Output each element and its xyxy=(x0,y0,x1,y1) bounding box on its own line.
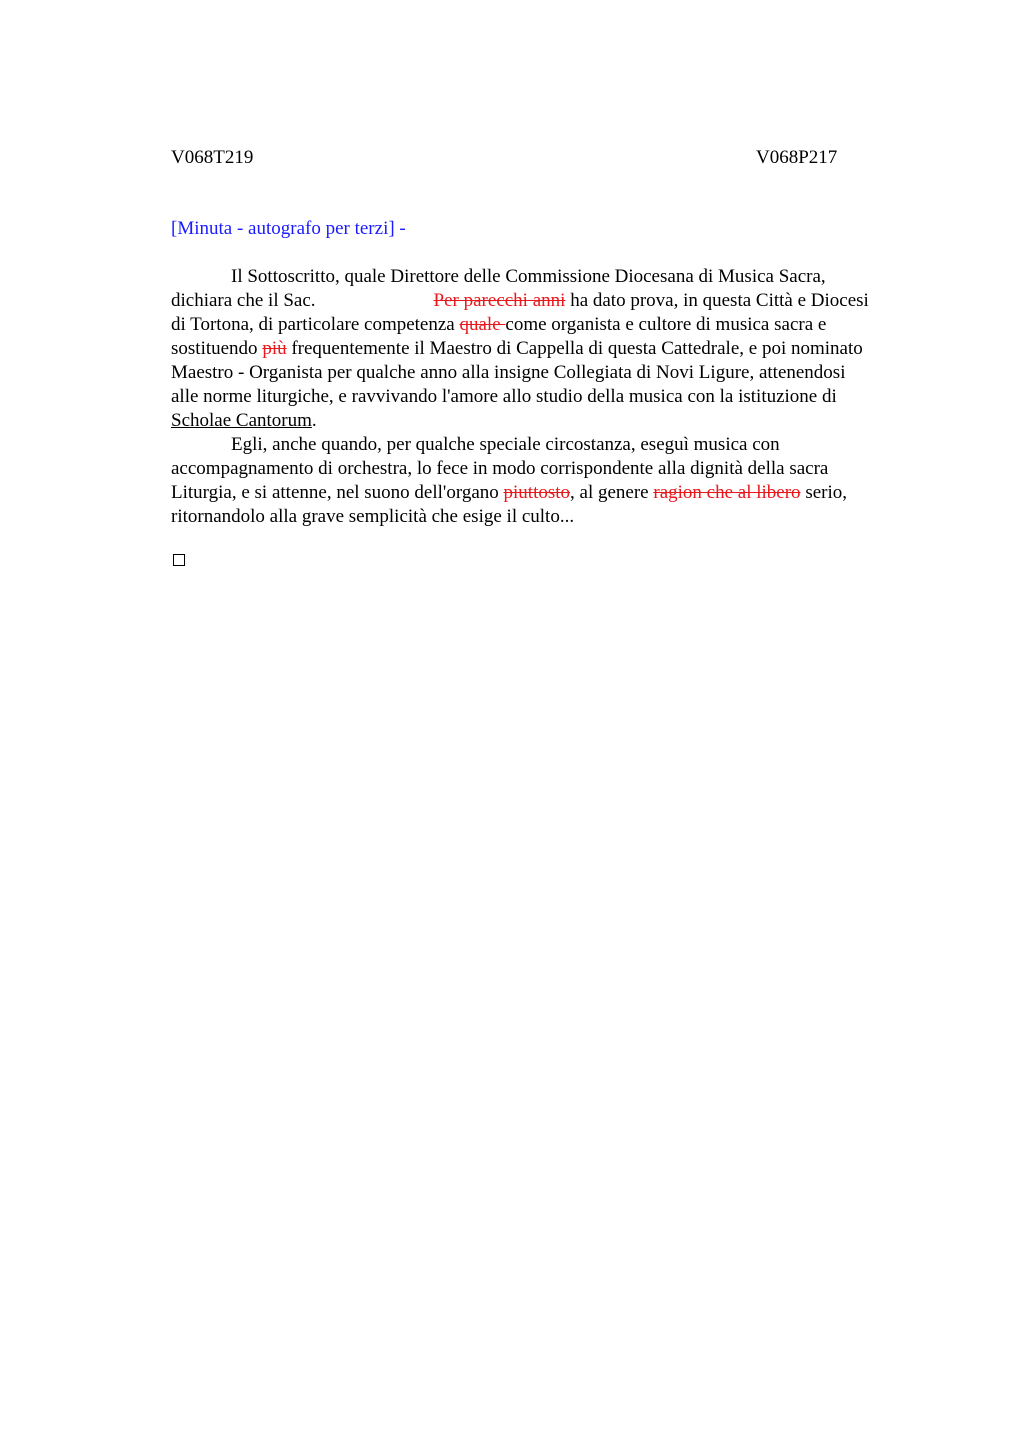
paragraph-2-line-4: ritornandolo alla grave semplicità che esige il culto... xyxy=(171,506,575,527)
paragraph-2-line-1: Egli, anche quando, per qualche speciale circostanza, eseguì musica con xyxy=(231,434,780,455)
deleted-text: quale xyxy=(459,314,506,335)
deleted-text: ragion che al libero xyxy=(653,482,801,503)
text-segment: . xyxy=(311,410,317,431)
underlined-text: Scholae Cantorum xyxy=(171,410,312,431)
paragraph-1-line-4 xyxy=(171,337,926,361)
paragraph-2-line-2: accompagnamento di orchestra, lo fece in modo corrispondente alla dignità della sacra xyxy=(171,458,829,479)
paragraph-1-line-5: Maestro - Organista per qualche anno alla insigne Collegiata di Novi Ligure, attenendosi xyxy=(171,362,846,383)
paragraph-1-line-7 xyxy=(171,409,926,433)
empty-square-symbol xyxy=(173,554,185,566)
paragraph-2-line-3 xyxy=(171,481,926,505)
deleted-text: più xyxy=(262,338,287,359)
text-segment: , al genere xyxy=(570,482,654,503)
deleted-text: piuttosto xyxy=(503,482,571,503)
text-segment: come organista e cultore di musica sacra e xyxy=(505,314,827,335)
paragraph-1 xyxy=(171,265,926,433)
paragraph-2 xyxy=(171,433,926,529)
text-segment: di Tortona, di particolare competenza xyxy=(171,314,460,335)
text-segment: Liturgia, e si attenne, nel suono dell'organo xyxy=(171,482,504,503)
text-segment: serio, xyxy=(800,482,847,503)
deleted-text: Per parecchi anni xyxy=(433,290,566,311)
document-body xyxy=(171,265,926,529)
text-segment: frequentemente il Maestro di Cappella di questa Cattedrale, e poi nominato xyxy=(286,338,863,359)
editorial-note: [Minuta - autografo per terzi] - xyxy=(171,218,406,239)
document-code-left: V068T219 xyxy=(171,147,254,168)
paragraph-1-line-2 xyxy=(171,289,926,313)
paragraph-1-line-1: Il Sottoscritto, quale Direttore delle Commissione Diocesana di Musica Sacra, xyxy=(231,266,826,287)
text-segment: ha dato prova, in questa Città e Diocesi xyxy=(565,290,869,311)
document-code-right: V068P217 xyxy=(756,147,838,168)
paragraph-1-line-3 xyxy=(171,313,926,337)
text-segment: sostituendo xyxy=(171,338,263,359)
paragraph-1-line-6: alle norme liturgiche, e ravvivando l'amore allo studio della musica con la istituzione di xyxy=(171,386,837,407)
text-segment: dichiara che il Sac. xyxy=(171,290,316,311)
